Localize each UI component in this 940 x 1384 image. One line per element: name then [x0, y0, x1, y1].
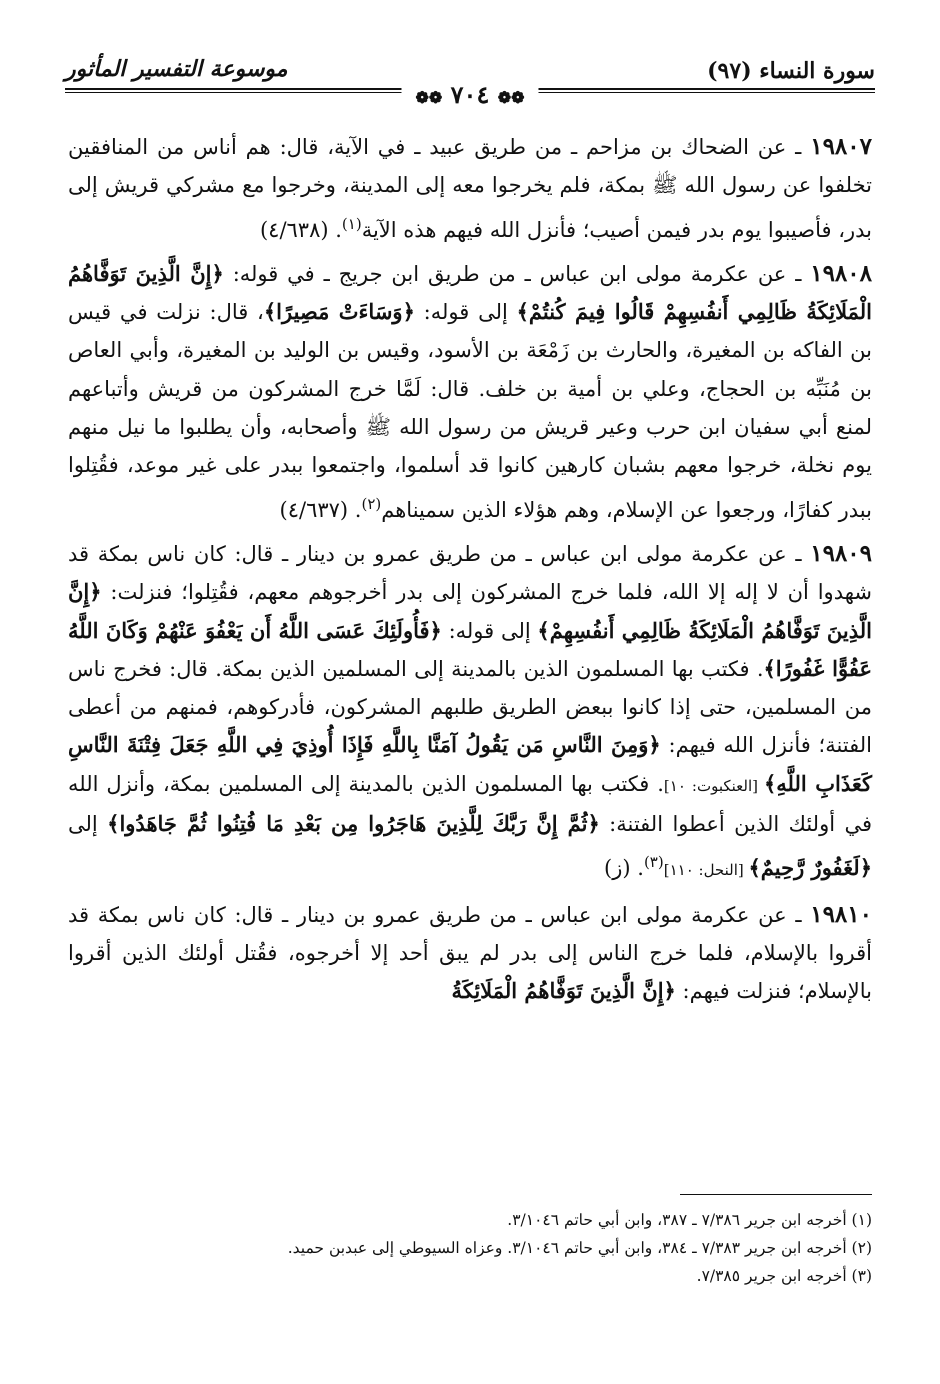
- ornament-icon: ❁❁: [415, 88, 443, 107]
- quran-verse: ﴿إِنَّ الَّذِينَ تَوَفَّاهُمُ الْمَلَائِكَةُ: [451, 978, 676, 1004]
- entry-19809: [68, 535, 872, 890]
- entry-source: . (ز): [604, 856, 644, 881]
- quran-verse: ﴿وَمِنَ النَّاسِ مَن يَقُولُ آمَنَّا بِاللَّهِ فَإِذَا أُوذِيَ فِي اللَّهِ جَعَلَ فِتْنَةَ النَّاسِ كَعَذَابِ اللَّهِ﴾: [68, 732, 873, 796]
- quran-verse: ﴿إِنَّ الَّذِينَ تَوَفَّاهُمُ الْمَلَائِكَةُ ظَالِمِي أَنفُسِهِمْ قَالُوا فِيمَ كُنتُمْ﴾: [68, 260, 872, 325]
- quran-verse: ﴿فَأُولَئِكَ عَسَى اللَّهُ أَن يَعْفُوَ عَنْهُمْ وَكَانَ اللَّهُ عَفُوًّا غَفُورًا﴾: [68, 617, 872, 681]
- footnote-marker[interactable]: (١): [341, 214, 362, 233]
- entry-source: . (٤/٦٣٨): [259, 217, 342, 242]
- entry-19807: [68, 128, 872, 249]
- entry-19808: [68, 255, 872, 529]
- footnote-2: (٢) أخرجه ابن جرير ٧/٣٨٣ ـ ٣٨٤، وابن أبي حاتم ٣/١٠٤٦. وعزاه السيوطي إلى عبدبن حميد.: [287, 1239, 872, 1257]
- surah-reference: [العنكبوت: ١٠]: [663, 776, 764, 795]
- quran-verse: ﴿ثُمَّ إِنَّ رَبَّكَ لِلَّذِينَ هَاجَرُوا مِن بَعْدِ مَا فُتِنُوا ثُمَّ جَاهَدُوا﴾: [107, 811, 600, 837]
- entry-text: ـ عن عكرمة مولى ابن عباس ـ من طريق ابن جريج ـ في قوله:: [223, 261, 811, 286]
- entry-text: ، قال: نزلت في قيس بن الفاكه بن المغيرة، والحارث بن زَمْعَة بن الأسود، وقيس بن الوليد بن المغيرة، وأبي العاص بن مُنَبِّه بن الحجاج، وعلي بن أمية بن خلف. قال: لَمَّا خرج المشركون من قريش وأتباعهم لمنع أبي سفيان ابن حرب وعير قريش من رسول الله ﷺ وأصحابه، وأن يطلبوا ما نيل منهم يوم نخلة، خرجوا معهم بشبان كارهين كانوا قد أسلموا، واجتمعوا ببدر على غير موعد، فقُتِلوا ببدر كفارًا، ورجعوا عن الإسلام، وهم هؤلاء الذين سميناهم: [68, 300, 872, 522]
- entry-text: ـ عن الضحاك بن مزاحم ـ من طريق عبيد ـ في الآية، قال: هم أناس من المنافقين تخلفوا عن رسول الله ﷺ بمكة، فلم يخرجوا معه إلى المدينة، وخرجوا مع مشركي قريش إلى بدر، فأصيبوا يوم بدر فيمن أصيب؛ فأنزل الله فيهم هذه الآية: [68, 135, 872, 242]
- entry-text: . فكتب بها المسلمون الذين بالمدينة إلى المسلمين الذين بمكة. قال: فخرج ناس من المسلمين، حتى إذا كانوا ببعض الطريق طلبهم المشركون، فأدركوهم، فمنهم من أعطى الفتنة؛ فأنزل الله فيهم:: [68, 656, 872, 758]
- entry-number: ١٩٨٠٨: [810, 259, 872, 287]
- entry-text: إلى قوله:: [441, 618, 538, 643]
- main-text: [68, 128, 872, 1017]
- entry-text: ـ عن عكرمة مولى ابن عباس ـ من طريق عمرو بن دينار ـ قال: كان ناس بمكة قد أقروا بالإسلام، فلما خرج الناس إلى بدر لم يبق أحد إلا أخرجوه، فقُتل أولئك الذين أقروا بالإسلام؛ فنزلت فيهم:: [68, 902, 872, 1004]
- book-title: موسوعة التفسير المأثور: [65, 56, 288, 82]
- footnote-marker[interactable]: (٢): [361, 494, 382, 513]
- entry-19810: [68, 896, 872, 1011]
- quran-verse: ﴿وَسَاءَتْ مَصِيرًا﴾: [263, 299, 415, 325]
- entry-number: ١٩٨٠٩: [810, 539, 872, 567]
- entry-source: . (٤/٦٣٧): [279, 497, 362, 522]
- surah-reference: [النحل: ١١٠]: [663, 861, 749, 880]
- entry-text: إلى قوله:: [414, 300, 517, 325]
- quran-verse: ﴿إِنَّ الَّذِينَ تَوَفَّاهُمُ الْمَلَائِكَةُ ظَالِمِي أَنفُسِهِمْ﴾: [68, 579, 872, 643]
- footnote-3: (٣) أخرجه ابن جرير ٧/٣٨٥.: [696, 1267, 872, 1285]
- entry-text: إلى: [68, 812, 108, 837]
- footnote-1: (١) أخرجه ابن جرير ٧/٣٨٦ ـ ٣٨٧، وابن أبي حاتم ٣/١٠٤٦.: [507, 1211, 872, 1229]
- surah-label: سورة النساء (٩٧): [707, 58, 875, 84]
- quran-verse: ﴿لَغَفُورٌ رَّحِيمٌ﴾: [748, 855, 872, 881]
- ornament-icon: ❁❁: [497, 88, 525, 107]
- entry-number: ١٩٨١٠: [810, 900, 872, 928]
- page-number: ٧٠٤: [450, 80, 490, 109]
- footnote-marker[interactable]: (٣): [643, 853, 664, 872]
- footnotes: [68, 1206, 872, 1290]
- entry-text: ـ عن عكرمة مولى ابن عباس ـ من طريق عمرو بن دينار ـ قال: كان ناس بمكة قد شهدوا أن لا إله إلا الله، فلما خرج المشركون إلى بدر أخرجوهم معهم، فقُتِلوا؛ فنزلت:: [68, 541, 872, 605]
- entry-text: . فكتب بها المسلمون الذين بالمدينة إلى المسلمين بمكة، وأنزل الله في أولئك الذين أعطوا الفتنة:: [68, 771, 872, 837]
- page-number-block: [401, 80, 538, 109]
- entry-number: ١٩٨٠٧: [810, 133, 872, 160]
- footnote-separator: [680, 1194, 872, 1195]
